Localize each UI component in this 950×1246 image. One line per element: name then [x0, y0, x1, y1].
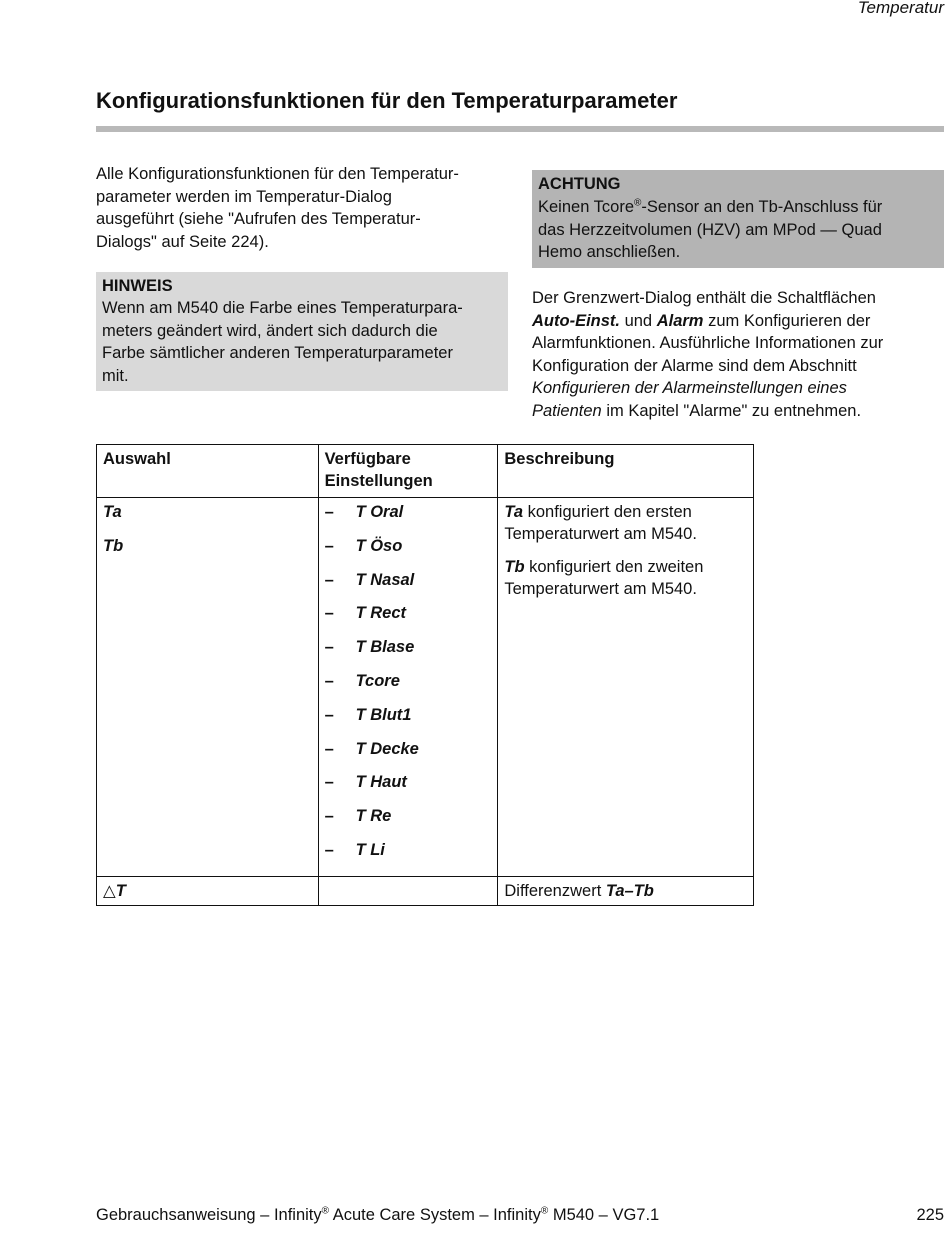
running-header: Temperatur [857, 0, 944, 17]
description-text: Differenzwert [504, 881, 606, 900]
description-tb [504, 556, 747, 600]
description-text: konfiguriert den zweiten Temperaturwert am M540. [504, 558, 704, 598]
alarm-text: zum Konfigurieren der [703, 311, 871, 330]
selection-ta: Ta [103, 503, 122, 521]
intro-line: ausgeführt (siehe "Aufrufen des Temperatur- [96, 210, 421, 228]
description-ta [504, 501, 747, 545]
col-header-line: Verfügbare [324, 450, 411, 468]
option-label: Tcore [355, 671, 400, 690]
registered-mark: ® [321, 1205, 330, 1217]
alarm-label: Alarm [656, 311, 704, 330]
dash: – [324, 671, 334, 690]
registered-mark: ® [634, 197, 642, 209]
col-header-einstellungen [318, 445, 498, 498]
term-tb: Tb [504, 558, 525, 576]
selection-cell [97, 498, 319, 877]
delta-symbol: △ [103, 881, 116, 900]
config-table [96, 444, 754, 906]
footer-text: M540 – VG7.1 [548, 1206, 660, 1224]
alarm-text: Der Grenzwert-Dialog enthält die Schaltflächen [532, 289, 876, 307]
term-ta-tb: Ta–Tb [605, 881, 654, 900]
options-list [325, 501, 492, 873]
intro-line: Alle Konfigurationsfunktionen für den Temperatur- [96, 165, 459, 183]
auto-einst-label: Auto-Einst. [532, 311, 620, 330]
option-label: T Öso [355, 536, 403, 555]
option-label: T Li [355, 840, 385, 859]
list-item [325, 569, 492, 603]
page-title: Konfigurationsfunktionen für den Temperaturparameter [96, 88, 678, 113]
note-line: mit. [102, 366, 129, 385]
option-label: T Decke [355, 739, 419, 758]
footer-title [96, 1206, 659, 1225]
alarm-text: Konfiguration der Alarme sind dem Abschnitt [532, 356, 857, 375]
col-header-line: Einstellungen [324, 472, 433, 490]
list-item [325, 771, 492, 805]
col-header-auswahl: Auswahl [97, 445, 319, 498]
option-label: T Haut [355, 773, 407, 792]
caution-body [538, 196, 938, 264]
caution-text: das Herzzeitvolumen (HZV) am MPod — Quad [538, 220, 882, 239]
list-item [325, 704, 492, 738]
dash: – [324, 503, 334, 521]
option-label: T Nasal [355, 570, 415, 589]
options-cell [318, 498, 498, 877]
alarm-text: im Kapitel "Alarme" zu entnehmen. [601, 401, 862, 420]
list-item [325, 602, 492, 636]
list-item [325, 501, 492, 535]
dash: – [324, 739, 334, 758]
option-label: T Blut1 [355, 705, 412, 724]
dash: – [324, 807, 334, 826]
caution-box [532, 170, 944, 268]
registered-mark: ® [540, 1205, 549, 1217]
options-cell [318, 876, 498, 905]
alarm-paragraph [532, 287, 944, 422]
caution-text: -Sensor an den Tb-Anschluss für [641, 198, 883, 216]
intro-line: parameter werden im Temperatur-Dialog [96, 187, 392, 206]
selection-delta-t: T [115, 881, 126, 900]
table-row [97, 876, 754, 905]
dash: – [324, 570, 334, 589]
term-ta: Ta [504, 503, 524, 521]
list-item [325, 535, 492, 569]
selection-cell [97, 876, 319, 905]
description-cell [498, 498, 754, 877]
footer-text: Gebrauchsanweisung – Infinity [96, 1206, 322, 1224]
description-text: konfiguriert den ersten Temperaturwert am M540. [504, 503, 697, 543]
dash: – [324, 705, 334, 724]
caution-text: Hemo anschließen. [538, 243, 681, 261]
intro-line: Dialogs" auf Seite 224). [96, 232, 269, 251]
note-body [102, 297, 502, 387]
caution-heading: ACHTUNG [538, 175, 621, 193]
list-item [325, 738, 492, 772]
caution-text: Keinen Tcore [538, 198, 635, 216]
alarm-section-ref: Konfigurieren der Alarmeinstellungen eines [532, 379, 847, 397]
note-box [96, 272, 508, 391]
title-rule [96, 126, 944, 132]
page-number: 225 [916, 1206, 944, 1224]
alarm-section-ref: Patienten [532, 401, 602, 420]
intro-paragraph [96, 163, 506, 253]
option-label: T Rect [355, 604, 406, 623]
dash: – [324, 604, 334, 623]
selection-tb: Tb [103, 537, 124, 555]
note-line: Farbe sämtlicher anderen Temperaturparameter [102, 344, 453, 362]
list-item [325, 670, 492, 704]
list-item [325, 805, 492, 839]
page-footer [96, 1206, 944, 1225]
dash: – [324, 638, 334, 657]
col-header-beschreibung: Beschreibung [498, 445, 754, 498]
option-label: T Oral [355, 503, 404, 521]
option-label: T Re [355, 807, 392, 826]
description-cell [498, 876, 754, 905]
dash: – [324, 536, 334, 555]
dash: – [324, 773, 334, 792]
footer-text: Acute Care System – Infinity [329, 1206, 541, 1224]
dash: – [324, 840, 334, 859]
alarm-text: und [620, 311, 657, 330]
note-line: meters geändert wird, ändert sich dadurch die [102, 321, 438, 340]
table-row [97, 498, 754, 877]
alarm-text: Alarmfunktionen. Ausführliche Informationen zur [532, 334, 884, 352]
list-item [325, 636, 492, 670]
note-line: Wenn am M540 die Farbe eines Temperaturpara- [102, 299, 463, 317]
list-item [325, 839, 492, 873]
note-heading: HINWEIS [102, 277, 173, 295]
table-header-row [97, 445, 754, 498]
option-label: T Blase [355, 638, 415, 657]
